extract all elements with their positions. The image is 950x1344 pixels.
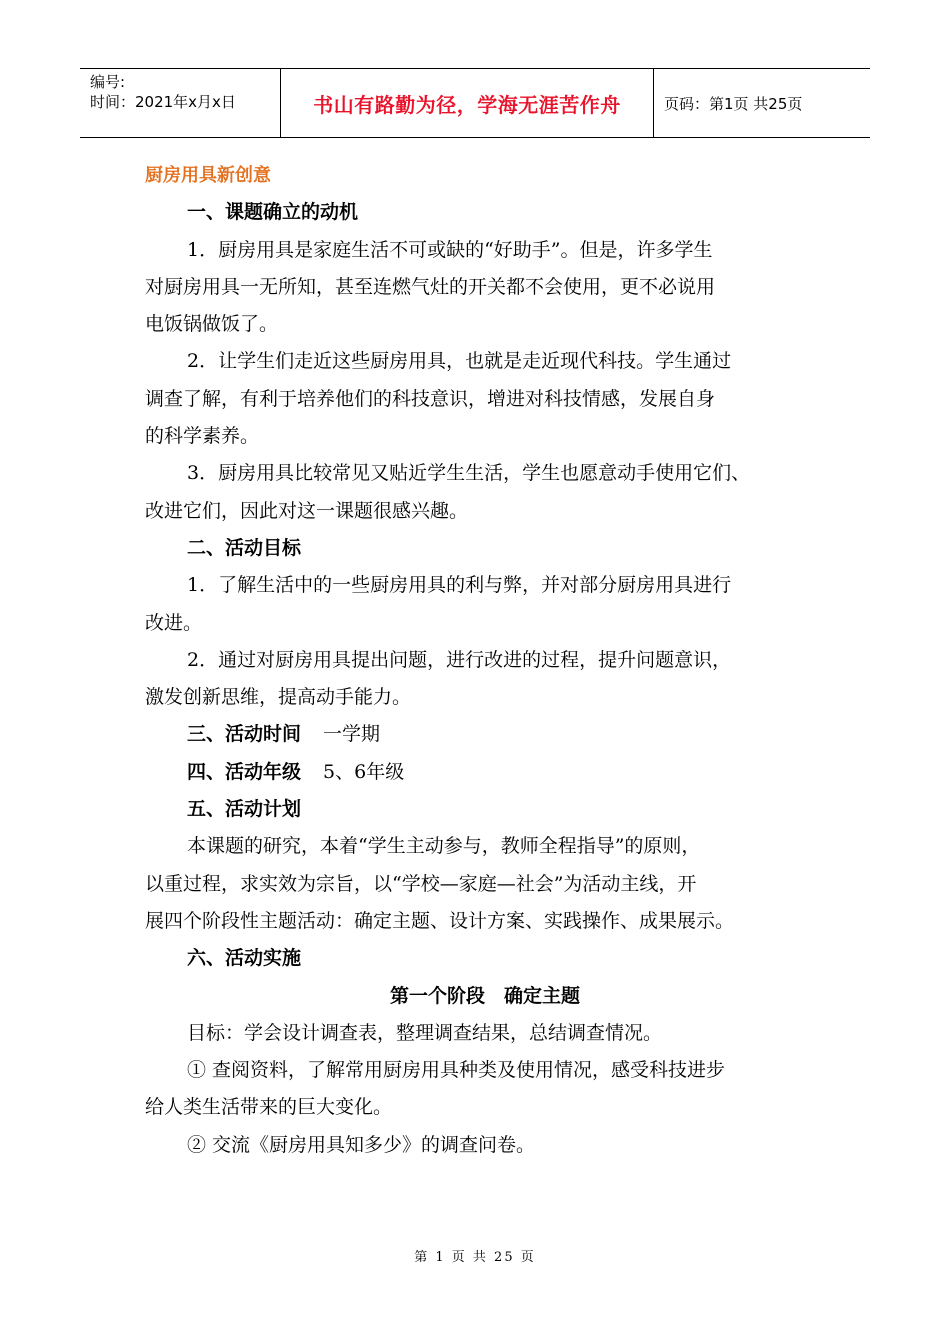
section-heading-4: 四、活动年级 — [187, 760, 302, 783]
paragraph-line: 调查了解，有利于培养他们的科技意识，增进对科技情感，发展自身 — [145, 387, 716, 410]
activity-time-value: 一学期 — [323, 723, 381, 746]
paragraph-line: 改进它们，因此对这一课题很感兴趣。 — [145, 499, 469, 522]
section-heading-3: 三、活动时间 — [187, 723, 302, 746]
time-label: 时间：2021年x月x日 — [90, 93, 236, 111]
number-label: 编号: — [90, 73, 126, 91]
section-3-line — [145, 716, 825, 753]
paragraph-line: 2．让学生们走近这些厨房用具，也就是走近现代科技。学生通过 — [187, 350, 732, 373]
stage-goal: 目标：学会设计调查表，整理调查结果，总结调查情况。 — [187, 1021, 663, 1044]
paragraph-line: 改进。 — [145, 611, 203, 634]
header-table — [80, 68, 870, 138]
list-item-continuation: 给人类生活带来的巨大变化。 — [145, 1096, 393, 1119]
section-heading-5: 五、活动计划 — [187, 798, 302, 821]
paragraph-line: 电饭锅做饭了。 — [145, 313, 279, 336]
page-info: 页码：第1页 共25页 — [664, 94, 803, 113]
paragraph-line: 3．厨房用具比较常见又贴近学生生活，学生也愿意动手使用它们、 — [187, 462, 751, 485]
paragraph-line: 以重过程，求实效为宗旨，以“学校—家庭—社会”为活动主线，开 — [145, 872, 697, 895]
list-item: ① 查阅资料，了解常用厨房用具种类及使用情况，感受科技进步 — [187, 1059, 726, 1082]
paragraph-line: 2．通过对厨房用具提出问题，进行改进的过程，提升问题意识， — [187, 648, 732, 671]
document-body — [145, 157, 825, 1164]
paragraph-line: 本课题的研究，本着“学生主动参与，教师全程指导”的原则， — [187, 835, 701, 858]
doc-title: 厨房用具新创意 — [145, 165, 271, 186]
stage-heading: 第一个阶段 确定主题 — [389, 984, 580, 1007]
paragraph-line: 1．了解生活中的一些厨房用具的利与弊，并对部分厨房用具进行 — [187, 574, 732, 597]
section-heading-2: 二、活动目标 — [187, 536, 302, 559]
paragraph-line: 激发创新思维，提高动手能力。 — [145, 686, 412, 709]
section-heading-6: 六、活动实施 — [187, 947, 302, 970]
header-left-cell — [80, 69, 281, 137]
section-heading-1: 一、课题确立的动机 — [187, 201, 359, 224]
motto: 书山有路勤为径，学海无涯苦作舟 — [281, 69, 654, 137]
paragraph-line: 展四个阶段性主题活动：确定主题、设计方案、实践操作、成果展示。 — [145, 909, 735, 932]
section-4-line — [145, 754, 825, 791]
paragraph-line: 对厨房用具一无所知，甚至连燃气灶的开关都不会使用，更不必说用 — [145, 275, 716, 298]
paragraph-line: 1．厨房用具是家庭生活不可或缺的“好助手”。但是，许多学生 — [187, 238, 713, 261]
list-item: ② 交流《厨房用具知多少》的调查问卷。 — [187, 1133, 536, 1156]
activity-grade-value: 5、6年级 — [323, 760, 405, 783]
paragraph-line: 的科学素养。 — [145, 425, 260, 448]
page-footer: 第 1 页 共 25 页 — [414, 1250, 536, 1265]
